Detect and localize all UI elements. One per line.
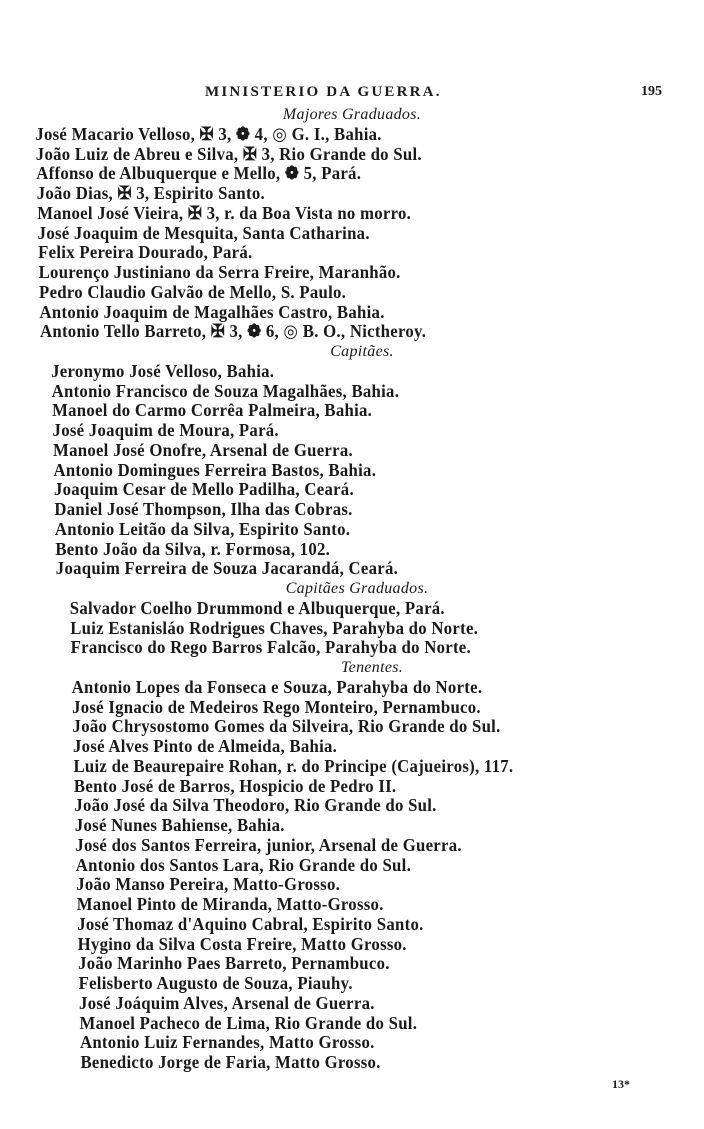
officer-entry: Manoel Pacheco de Lima, Rio Grande do Sul.	[79, 1012, 418, 1033]
section-heading: Capitães.	[330, 343, 394, 360]
officer-entry: João Chrysostomo Gomes da Silveira, Rio Grande do Sul.	[72, 716, 501, 737]
officer-entry: Affonso de Albuquerque e Mello, ❁ 5, Pará.	[36, 163, 362, 184]
officer-entry: Lourenço Justiniano da Serra Freire, Maranhão.	[38, 262, 401, 282]
officer-entry: Antonio Francisco de Souza Magalhães, Bahia.	[51, 380, 400, 401]
officer-entry: Joaquim Cesar de Mello Padilha, Ceará.	[53, 479, 354, 500]
section-heading: Capitães Graduados.	[285, 580, 429, 597]
officer-entry: Luiz de Beaurepaire Rohan, r. do Principe (Cajueiros), 117.	[73, 755, 514, 776]
officer-entry: Francisco do Rego Barros Falcão, Parahyba do Norte.	[70, 637, 471, 658]
officer-entry: Hygino da Silva Costa Freire, Matto Grosso.	[77, 933, 407, 954]
officer-entry: João José da Silva Theodoro, Rio Grande do Sul.	[74, 795, 437, 816]
officer-entry: Antonio Domingues Ferreira Bastos, Bahia.	[53, 459, 377, 480]
officer-entry: Manoel José Onofre, Arsenal de Guerra.	[53, 439, 353, 460]
officer-entry: Bento João da Silva, r. Formosa, 102.	[55, 538, 331, 559]
officer-entry: Felisberto Augusto de Souza, Piauhy.	[78, 973, 353, 993]
officer-entry: Benedicto Jorge de Faria, Matto Grosso.	[80, 1052, 381, 1072]
officer-entry: José Nunes Bahiense, Bahia.	[74, 815, 285, 835]
officer-entry: Daniel José Thompson, Ilha das Cobras.	[54, 499, 353, 519]
officer-entry: Manoel Pinto de Miranda, Matto-Grosso.	[76, 894, 384, 914]
running-header	[0, 84, 704, 106]
officer-entry: José Alves Pinto de Almeida, Bahia.	[73, 736, 338, 756]
officer-entry: José Joaquim de Moura, Pará.	[52, 420, 279, 440]
officer-entry: João Manso Pereira, Matto-Grosso.	[76, 874, 341, 895]
officer-entry: João Marinho Paes Barreto, Pernambuco.	[78, 953, 390, 974]
officer-entry: Manoel do Carmo Corrêa Palmeira, Bahia.	[52, 400, 373, 421]
section-heading: Tenentes.	[340, 659, 404, 676]
officer-entry: Antonio Luiz Fernandes, Matto Grosso.	[79, 1032, 375, 1053]
officer-entry: José Thomaz d'Aquino Cabral, Espirito Santo.	[77, 913, 424, 934]
officer-entry: José dos Santos Ferreira, junior, Arsenal de Guerra.	[75, 834, 462, 855]
officer-entry: João Luiz de Abreu e Silva, ✠ 3, Rio Grande do Sul.	[35, 143, 422, 164]
officer-entry: Antonio Tello Barreto, ✠ 3, ❁ 6, ◎ B. O., Nictheroy.	[39, 321, 427, 342]
officer-entry: Joaquim Ferreira de Souza Jacarandá, Ceará.	[55, 558, 399, 579]
officer-entry: João Dias, ✠ 3, Espirito Santo.	[36, 183, 265, 203]
page-number: 195	[641, 84, 662, 99]
officer-entry: Manoel José Vieira, ✠ 3, r. da Boa Vista no morro.	[37, 202, 412, 223]
header-title: MINISTERIO DA GUERRA.	[205, 84, 442, 100]
officer-entry: Antonio Leitão da Silva, Espirito Santo.	[54, 518, 351, 539]
officer-entry: José Ignacio de Medeiros Rego Monteiro, Pernambuco.	[72, 696, 481, 717]
officer-entry: Salvador Coelho Drummond e Albuquerque, Pará.	[69, 597, 445, 618]
officer-entry: José Joaquim de Mesquita, Santa Catharina.	[37, 222, 370, 243]
officer-entry: Antonio Lopes da Fonseca e Souza, Parahyba do Norte.	[71, 676, 483, 697]
officer-entry: Jeronymo José Velloso, Bahia.	[51, 360, 275, 381]
section-heading: Majores Graduados.	[282, 106, 422, 123]
officer-entry: José Joáquim Alves, Arsenal de Guerra.	[79, 992, 375, 1013]
officer-entry: Luiz Estanisláo Rodrigues Chaves, Parahyba do Norte.	[70, 617, 479, 638]
officer-entry: Antonio Joaquim de Magalhães Castro, Bahia.	[39, 301, 385, 322]
officer-list	[0, 105, 704, 1073]
signature-mark: 13*	[612, 1077, 630, 1091]
officer-entry: Antonio dos Santos Lara, Rio Grande do Sul.	[75, 854, 412, 875]
officer-entry: Felix Pereira Dourado, Pará.	[38, 242, 253, 263]
officer-entry: José Macario Velloso, ✠ 3, ❁ 4, ◎ G. I., Bahia.	[35, 123, 382, 144]
officer-entry: Bento José de Barros, Hospicio de Pedro II.	[73, 775, 397, 796]
officer-entry: Pedro Claudio Galvão de Mello, S. Paulo.	[39, 281, 347, 302]
